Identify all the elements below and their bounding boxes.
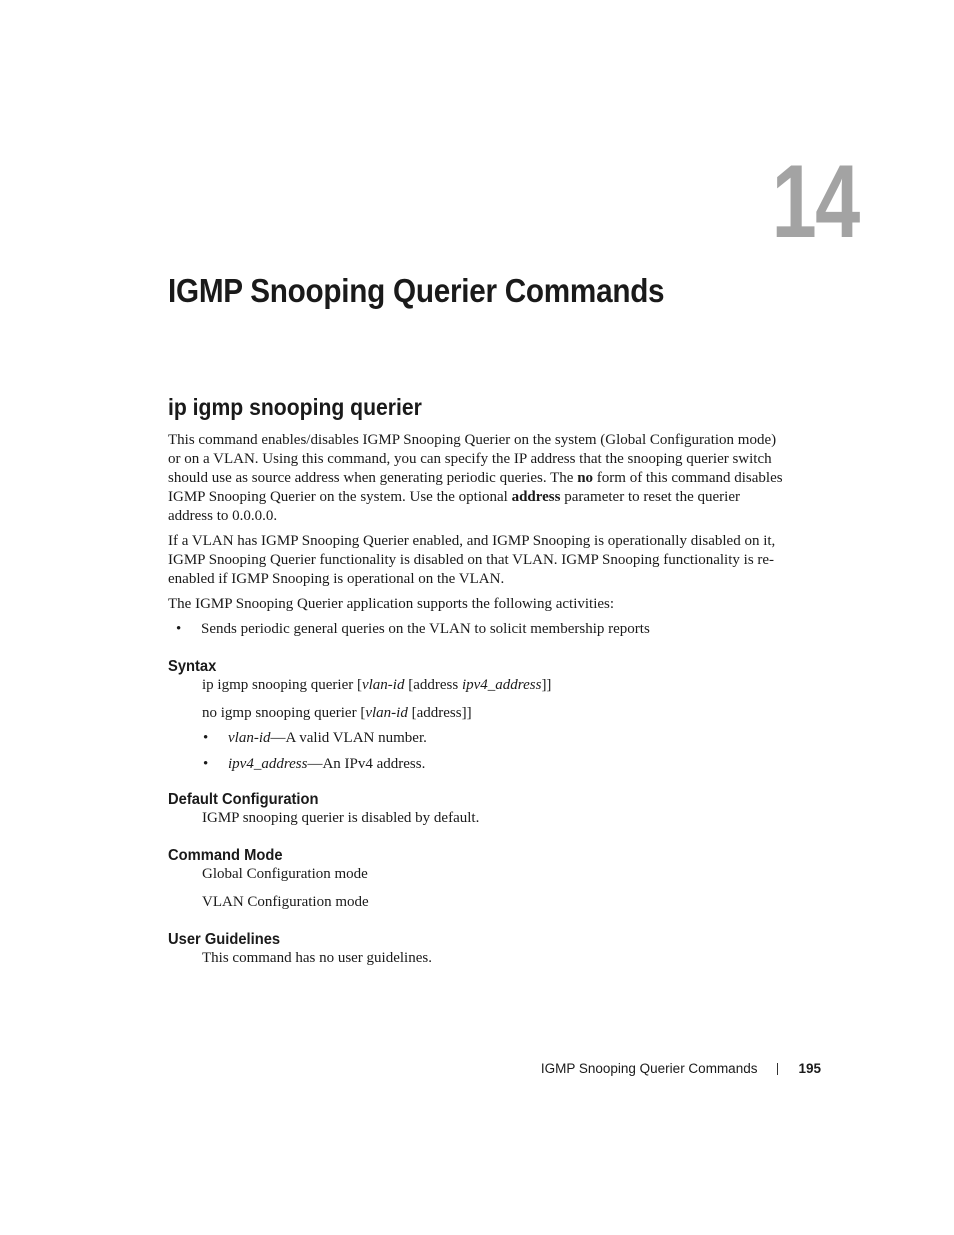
list-item: • ipv4_address—An IPv4 address. <box>228 755 788 774</box>
default-config-heading: Default Configuration <box>168 791 319 808</box>
intro-paragraph-2: If a VLAN has IGMP Snooping Querier enabled, and IGMP Snooping is operationally disabled on it, IGMP Snooping Querier functionality is disabled on that VLAN. IGMP Snooping functionality is re-enabled if IGMP Snooping is operational on the VLAN. <box>168 533 776 587</box>
page-number: 195 <box>798 1061 821 1076</box>
intro-paragraph-1: This command enables/disables IGMP Snooping Querier on the system (Global Configuration mode) or on a VLAN. Using this command, you can specify the IP address that the snooping querier switch should use as source address when generating periodic queries. The no form of this command disables IGMP Snooping Querier on the system. Use the optional address parameter to reset the querier address to 0.0.0.0. <box>168 432 783 524</box>
command-mode-line-1: Global Configuration mode <box>202 866 368 882</box>
command-mode-line-2: VLAN Configuration mode <box>202 894 369 910</box>
section-title: ip igmp snooping querier <box>168 394 422 420</box>
syntax-heading: Syntax <box>168 658 217 675</box>
user-guidelines-heading: User Guidelines <box>168 931 281 948</box>
user-guidelines-text: This command has no user guidelines. <box>202 950 432 966</box>
footer-separator <box>777 1063 778 1075</box>
page-footer <box>541 1061 821 1076</box>
chapter-number: 14 <box>771 144 859 260</box>
keyword-address: address <box>511 489 561 505</box>
list-item: • vlan-id—A valid VLAN number. <box>228 729 788 748</box>
parameter-list <box>228 729 788 774</box>
syntax-command-2: no igmp snooping querier [vlan-id [address]] <box>202 705 472 721</box>
default-config-text: IGMP snooping querier is disabled by default. <box>202 810 480 826</box>
command-mode-heading: Command Mode <box>168 847 283 864</box>
syntax-command-1: ip igmp snooping querier [vlan-id [address ipv4_address]] <box>202 677 552 693</box>
footer-title: IGMP Snooping Querier Commands <box>540 1061 758 1076</box>
page-body <box>168 431 788 968</box>
keyword-no: no <box>577 470 594 486</box>
intro-paragraph-3: The IGMP Snooping Querier application supports the following activities: <box>168 596 615 612</box>
list-item: • Sends periodic general queries on the VLAN to solicit membership reports <box>201 620 788 639</box>
activities-list <box>201 620 788 639</box>
chapter-title: IGMP Snooping Querier Commands <box>168 272 665 309</box>
